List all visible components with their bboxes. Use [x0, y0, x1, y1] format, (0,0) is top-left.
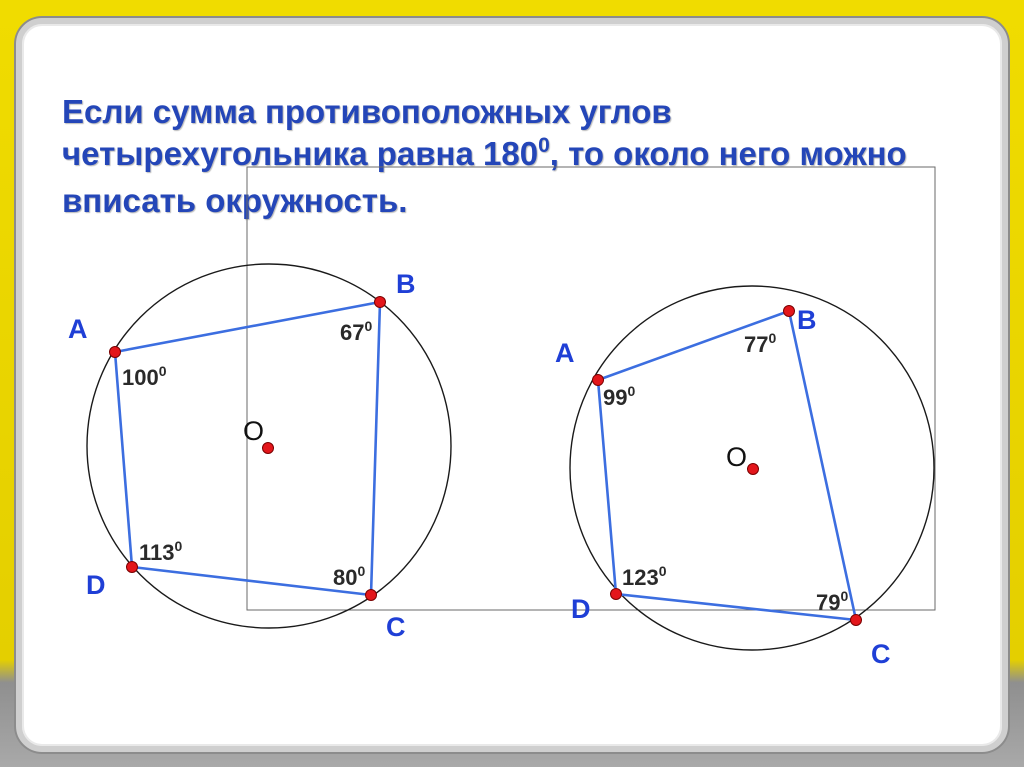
vertex-c-point-right — [851, 615, 862, 626]
angle-d-degree-right: 0 — [658, 563, 667, 579]
vertex-d-label-right: D — [571, 594, 591, 624]
angle-c-degree-left: 0 — [357, 563, 366, 579]
angle-b-label-left — [340, 318, 372, 345]
vertex-a-label-right: A — [555, 338, 575, 368]
angle-c-label-left — [333, 563, 365, 590]
angle-d-degree-left: 0 — [174, 538, 183, 554]
angle-b-label-right — [744, 330, 776, 357]
angle-a-value-left: 100 — [122, 365, 159, 390]
angle-c-label-right — [816, 588, 848, 615]
title-line-2-end: , то около него можно — [549, 135, 907, 172]
vertex-a-point-right — [593, 375, 604, 386]
center-point-left — [263, 443, 274, 454]
vertex-a-point-left — [110, 347, 121, 358]
vertex-d-point-right — [611, 589, 622, 600]
vertex-b-point-left — [375, 297, 386, 308]
angle-b-degree-left: 0 — [364, 318, 373, 334]
angle-a-label-left — [122, 363, 167, 390]
vertex-a-label-left: A — [68, 314, 88, 344]
vertex-c-label-left: C — [386, 612, 406, 642]
title-line-3: вписать окружность. — [62, 182, 408, 219]
angle-c-degree-right: 0 — [840, 588, 849, 604]
title-degree-sup: 0 — [538, 134, 550, 157]
vertex-b-label-right: B — [797, 305, 817, 335]
center-label-left: O — [243, 416, 265, 446]
vertex-d-label-left: D — [86, 570, 106, 600]
angle-b-value-left: 67 — [340, 320, 365, 345]
angle-a-value-right: 99 — [603, 385, 628, 410]
angle-d-value-right: 123 — [622, 565, 659, 590]
angle-a-label-right — [603, 383, 635, 410]
vertex-c-point-left — [366, 590, 377, 601]
figure-left — [68, 264, 451, 642]
figure-right — [555, 286, 934, 669]
angle-d-value-left: 113 — [139, 540, 175, 565]
construction-rectangle — [247, 167, 935, 610]
vertex-d-point-left — [127, 562, 138, 573]
vertex-b-point-right — [784, 306, 795, 317]
center-point-right — [748, 464, 759, 475]
angle-a-degree-left: 0 — [158, 363, 167, 379]
angle-d-label-left — [139, 538, 183, 565]
angle-c-value-left: 80 — [333, 565, 358, 590]
vertex-b-label-left: B — [396, 269, 416, 299]
angle-b-value-right: 77 — [744, 332, 769, 357]
angle-b-degree-right: 0 — [768, 330, 777, 346]
angle-a-degree-right: 0 — [627, 383, 636, 399]
center-label-right: O — [726, 442, 748, 472]
vertex-c-label-right: C — [871, 639, 891, 669]
angle-d-label-right — [622, 563, 667, 590]
angle-c-value-right: 79 — [816, 590, 841, 615]
title-line-1: Если сумма противоположных углов — [62, 93, 672, 130]
title-line-2-start: четырехугольника равна 180 — [62, 135, 539, 172]
